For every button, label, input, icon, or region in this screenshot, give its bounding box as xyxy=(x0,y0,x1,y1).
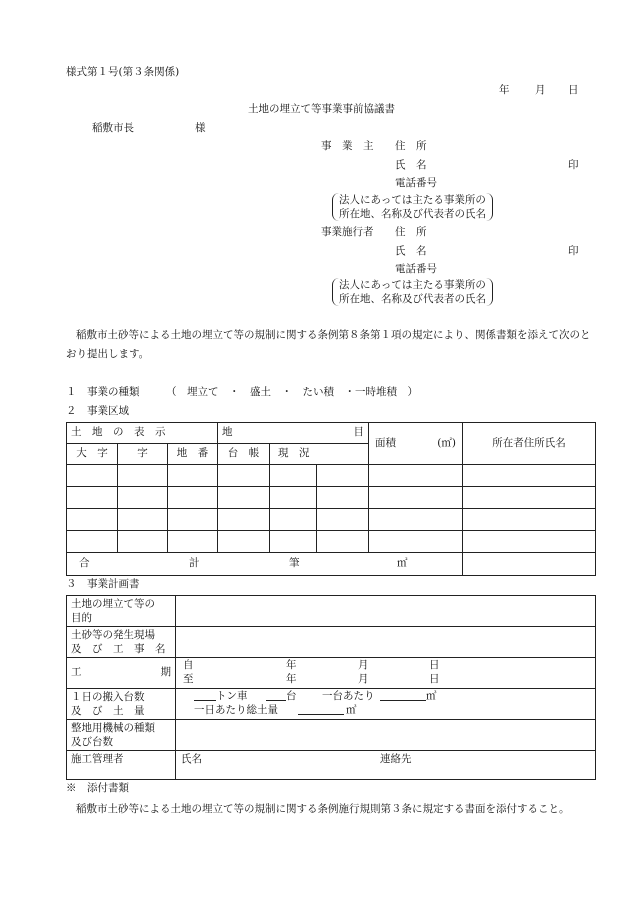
purpose-value-cell xyxy=(176,596,596,627)
area-total-row xyxy=(67,553,596,576)
table-row xyxy=(67,531,596,553)
units-blank xyxy=(266,689,286,701)
contractor-corporate-note xyxy=(332,278,493,306)
contractor-seal-mark: 印 xyxy=(568,245,579,257)
per-unit-label: 一台あたり xyxy=(322,690,375,702)
period-from-year: 年 xyxy=(286,659,297,671)
period-row xyxy=(67,658,596,689)
daily-label-line1: １日の搬入台数 xyxy=(71,691,145,703)
per-unit-blank xyxy=(380,689,426,701)
period-to-label: 至 xyxy=(183,673,194,685)
owner-corporate-note-line1: 法人にあっては主たる事業所の xyxy=(339,194,486,206)
section2-label: ２ 事業区域 xyxy=(66,405,129,417)
manager-contact-label: 連絡先 xyxy=(380,753,412,765)
table-row xyxy=(67,487,596,509)
owner-header: 所在者住所氏名 xyxy=(463,423,596,465)
owner-name-label: 氏 名 xyxy=(395,159,427,171)
genkyo-header: 現 況 xyxy=(270,444,369,465)
contractor-phone-label: 電話番号 xyxy=(395,263,437,275)
table-row xyxy=(67,509,596,531)
purpose-row xyxy=(67,596,596,627)
section3-label: ３ 事業計画書 xyxy=(66,578,140,590)
purpose-label-line2: 目的 xyxy=(71,612,92,624)
table-row xyxy=(67,465,596,487)
period-to-day: 日 xyxy=(429,673,440,685)
attachments-text: 稲敷市土砂等による土地の埋立て等の規制に関する条例施行規則第３条に規定する書面を添付すること。 xyxy=(76,803,570,815)
contractor-corporate-note-line1: 法人にあっては主たる事業所の xyxy=(339,279,486,291)
contractor-label: 事業施行者 xyxy=(321,226,374,238)
daicho-header: 台 帳 xyxy=(218,444,270,465)
manager-value-cell xyxy=(176,751,596,780)
total-count-label: 筆 xyxy=(289,557,300,569)
total-unit-label: ㎡ xyxy=(397,557,408,569)
business-plan-table xyxy=(66,595,596,780)
addressee-honorific: 様 xyxy=(195,122,206,134)
per-unit-cubic: ㎥ xyxy=(426,690,437,702)
contractor-address-label: 住 所 xyxy=(395,226,427,238)
machinery-label-cell xyxy=(67,720,176,751)
machinery-value-cell xyxy=(176,720,596,751)
attachments-label: ※ 添付書類 xyxy=(66,782,129,794)
area-table-header-row xyxy=(67,423,596,444)
addressee-name: 稲敷市長 xyxy=(92,122,134,134)
business-owner-label: 事 業 主 xyxy=(321,140,374,152)
owner-phone-label: 電話番号 xyxy=(395,177,437,189)
source-value-cell xyxy=(176,627,596,658)
area-label: 面積 xyxy=(375,436,396,449)
daily-delivery-row xyxy=(67,689,596,720)
area-unit: (㎡) xyxy=(437,436,456,449)
daily-label-cell xyxy=(67,689,176,720)
daily-total-blank xyxy=(298,703,344,715)
land-display-header: 土 地 の 表 示 xyxy=(67,423,218,444)
daily-total-label: 一日あたり総土量 xyxy=(194,704,278,716)
period-to-year: 年 xyxy=(286,673,297,685)
purpose-label-line1: 土地の埋立て等の xyxy=(71,598,155,610)
source-row xyxy=(67,627,596,658)
period-label-cell xyxy=(67,658,176,689)
owner-corporate-note-line2: 所在地、名称及び代表者の氏名 xyxy=(339,208,486,220)
source-label-line1: 土砂等の発生現場 xyxy=(71,629,155,641)
total-cell xyxy=(67,553,463,576)
owner-corporate-note xyxy=(332,193,493,221)
daily-value-cell xyxy=(176,689,596,720)
source-label-line2: 及 び 工 事 名 xyxy=(71,643,166,655)
period-from-label: 自 xyxy=(183,659,194,671)
owner-seal-mark: 印 xyxy=(568,159,579,171)
manager-row xyxy=(67,751,596,780)
date-month-label: 月 xyxy=(535,84,546,96)
machinery-label-line1: 整地用機械の種類 xyxy=(71,722,155,734)
area-header xyxy=(369,423,463,465)
total-mid-label: 計 xyxy=(189,557,200,569)
period-label-left: 工 xyxy=(71,666,82,679)
chimoku-header xyxy=(218,423,369,444)
owner-address-label: 住 所 xyxy=(395,140,427,152)
period-value-cell xyxy=(176,658,596,689)
machinery-label-line2: 及び台数 xyxy=(71,736,113,748)
machinery-row xyxy=(67,720,596,751)
date-day-label: 日 xyxy=(568,84,579,96)
business-type-options: （ 埋立て ・ 盛土 ・ たい積 ・一時堆積 ） xyxy=(166,386,418,398)
chimoku-right: 目 xyxy=(353,426,364,439)
source-label-cell xyxy=(67,627,176,658)
units-label: 台 xyxy=(286,690,297,702)
contractor-name-label: 氏 名 xyxy=(395,245,427,257)
ton-truck-label: トン車 xyxy=(216,690,248,702)
oaza-header: 大 字 xyxy=(67,444,118,465)
manager-name-label: 氏名 xyxy=(181,753,202,765)
aza-header: 字 xyxy=(118,444,168,465)
contractor-corporate-note-line2: 所在地、名称及び代表者の氏名 xyxy=(339,293,486,305)
ton-blank xyxy=(194,689,216,701)
chiban-header: 地 番 xyxy=(168,444,218,465)
period-from-day: 日 xyxy=(429,659,440,671)
intro-paragraph: 稲敷市土砂等による土地の埋立て等の規制に関する条例第８条第１項の規定により、関係書類を添えて次のとおり提出します。 xyxy=(66,329,591,360)
period-label-right: 期 xyxy=(160,666,171,679)
total-label: 合 xyxy=(79,557,90,569)
daily-label-line2: 及 び 土 量 xyxy=(71,705,145,717)
period-to-month: 月 xyxy=(358,673,369,685)
business-area-table xyxy=(66,422,596,576)
form-number: 様式第１号(第３条関係) xyxy=(66,66,180,78)
chimoku-left: 地 xyxy=(222,426,233,439)
section1-label: １ 事業の種類 xyxy=(66,386,140,398)
total-owner-cell xyxy=(463,553,596,576)
purpose-label-cell xyxy=(67,596,176,627)
document-title: 土地の埋立て等事業事前協議書 xyxy=(248,103,395,115)
manager-label-cell: 施工管理者 xyxy=(67,751,176,780)
period-from-month: 月 xyxy=(358,659,369,671)
daily-total-cubic: ㎥ xyxy=(346,704,357,716)
date-year-label: 年 xyxy=(499,84,510,96)
